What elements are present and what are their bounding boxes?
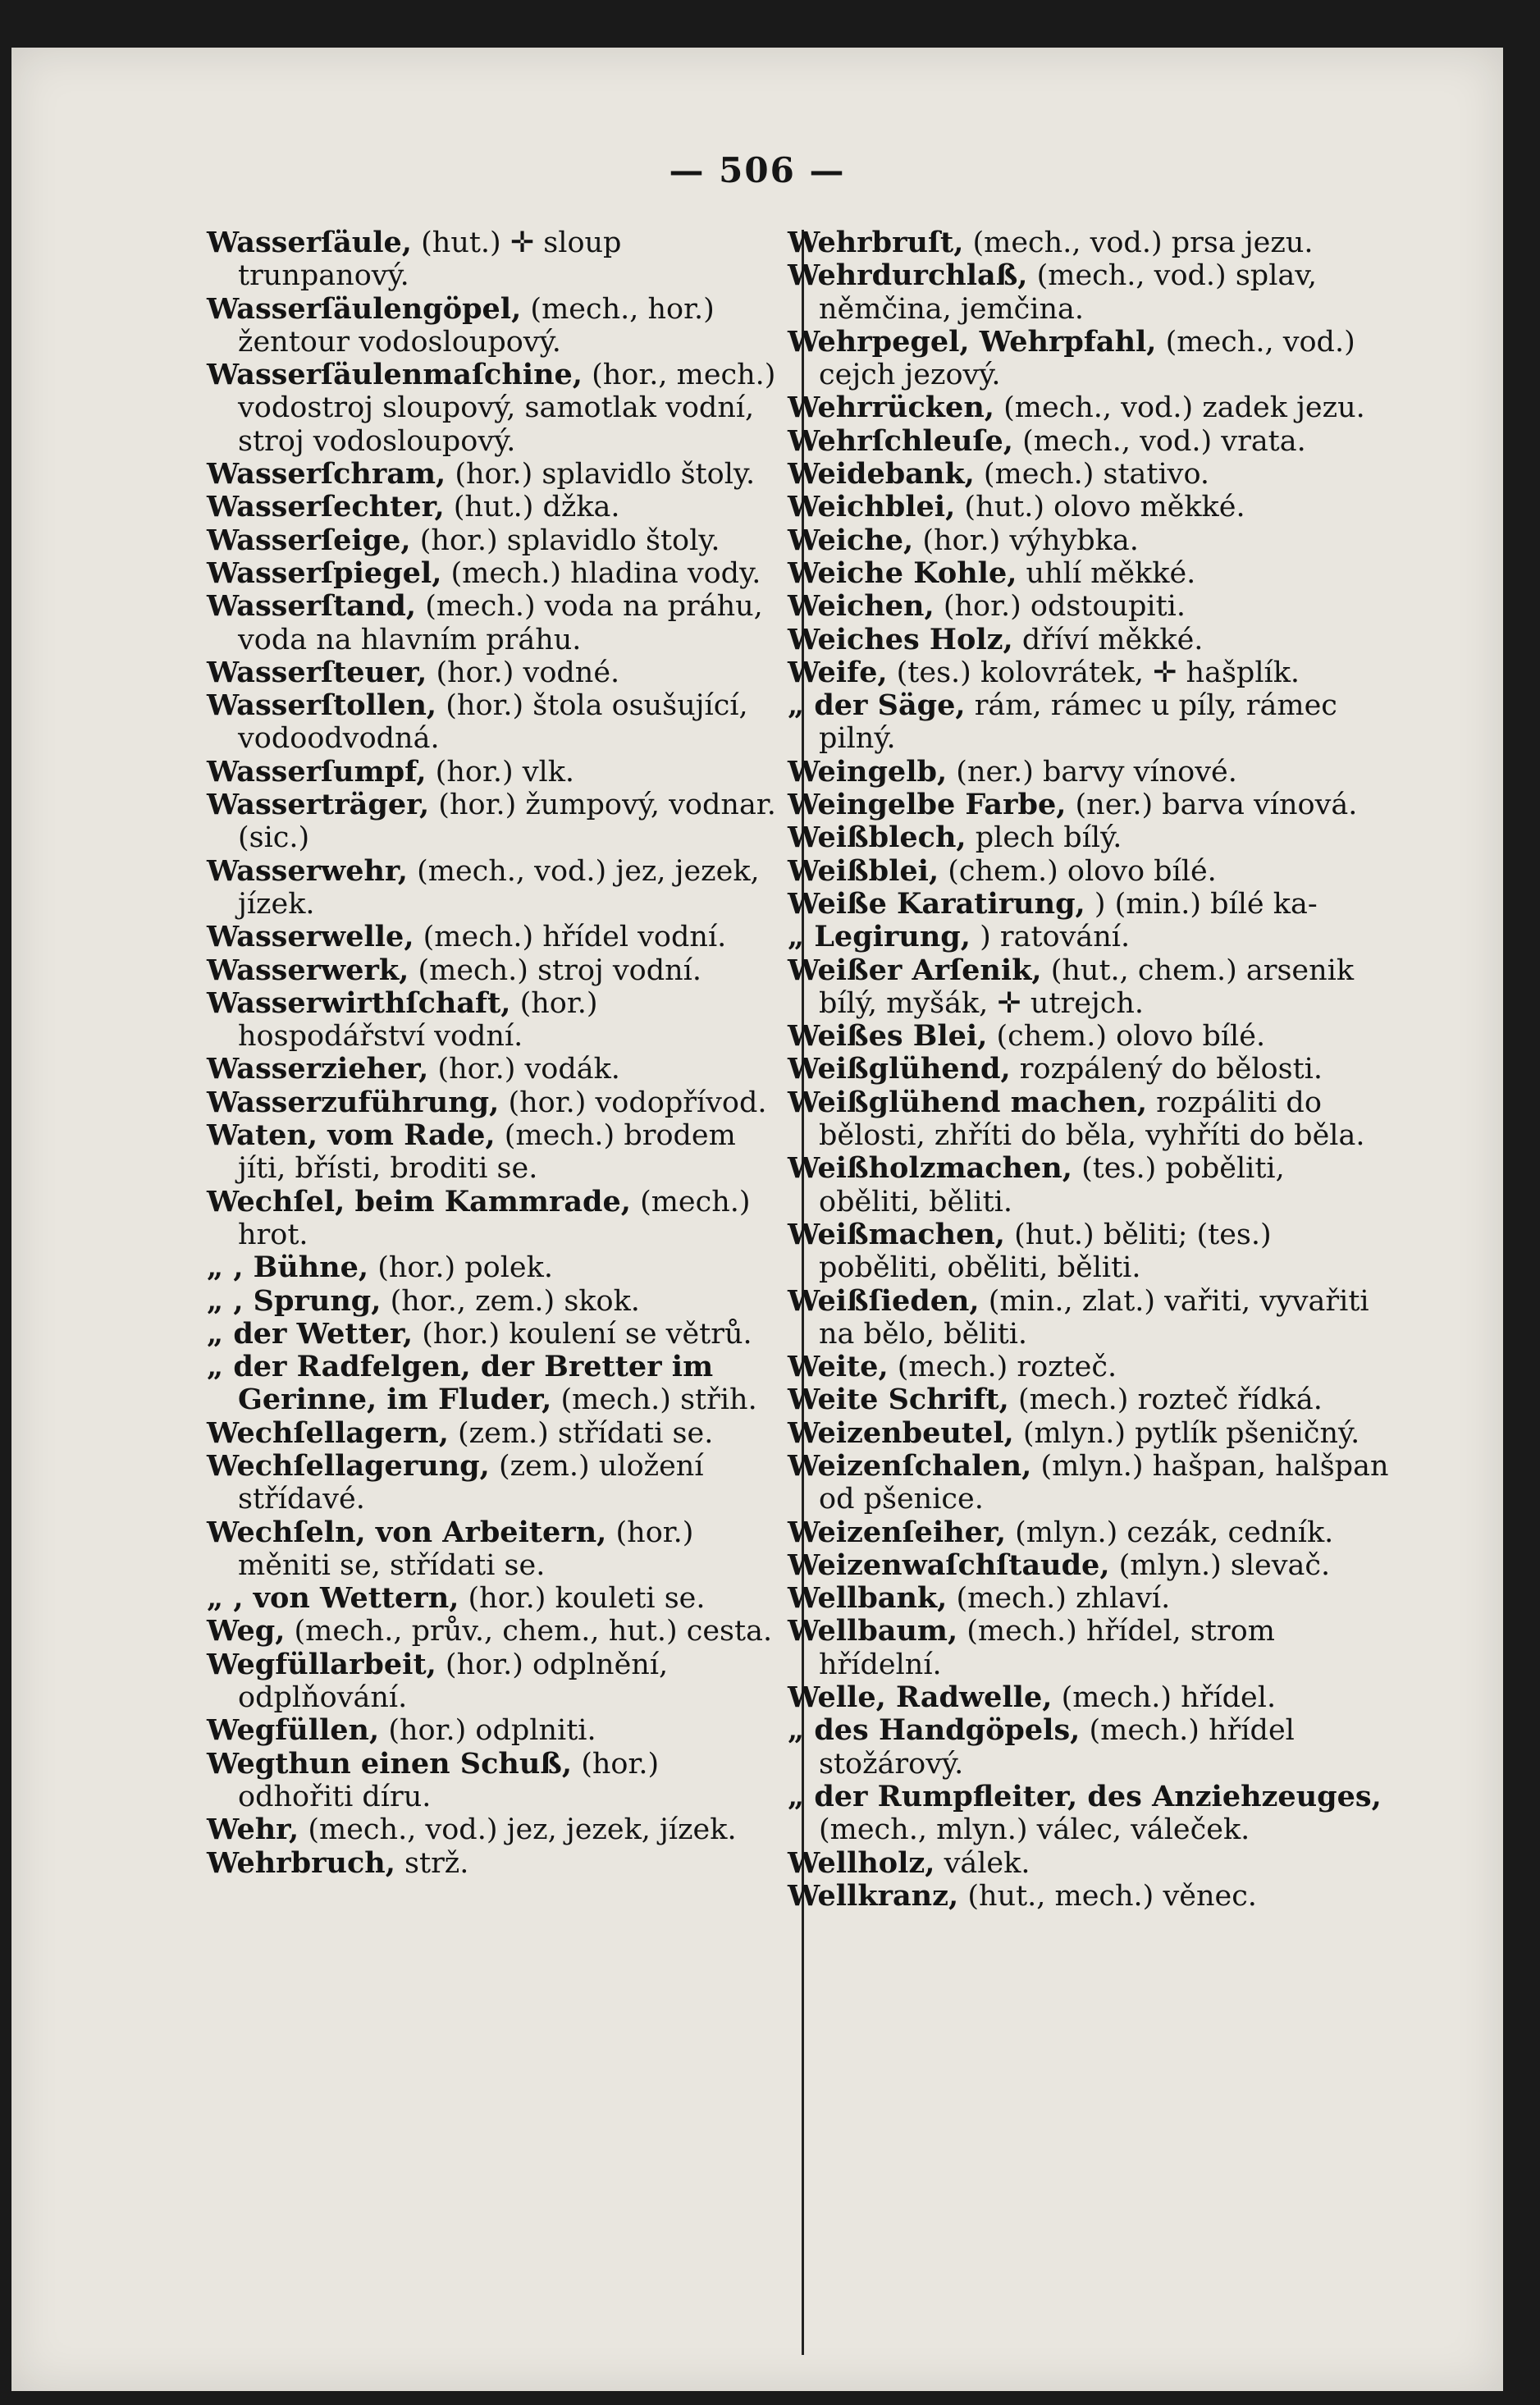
entry-translation: (hor.) vodné. [427,656,620,689]
entry-headword: Weißſieden, [788,1283,980,1318]
entry-translation: (chem.) olovo bílé. [987,1020,1266,1054]
entry-headword: Weißblei, [788,853,939,888]
entry-translation: (hor.) hospodářství vodní. [238,986,598,1054]
dictionary-entry [207,458,781,491]
entry-headword: Weidebank, [788,457,975,492]
entry-translation: rozpálený do bělosti. [1010,1053,1323,1086]
dictionary-entry [207,1450,781,1516]
entry-headword: Wehrdurchlaß, [788,258,1028,293]
entry-translation: (mech., vod.) prsa jezu. [963,226,1314,259]
dictionary-entry [207,1053,781,1086]
dictionary-entry [207,1318,781,1351]
entry-translation: ) (min.) bílé ka- [1085,887,1318,921]
entry-headword: Weißglühend machen, [788,1085,1148,1119]
entry-headword: „ der Wetter, [207,1316,414,1351]
entry-translation: (mech.) zhlaví. [947,1582,1171,1616]
entry-translation: (hor.) odstoupiti. [934,590,1186,624]
dictionary-entry [788,1781,1391,1847]
dictionary-entry [207,491,781,524]
entry-headword: Wegfüllen, [207,1713,380,1748]
entry-headword: Weife, [788,655,888,689]
entry-headword: Wehrſchleuſe, [788,423,1013,458]
entry-headword: Wegthun einen Schuß, [207,1746,573,1781]
dictionary-entry [207,1251,781,1284]
dictionary-entry [207,1714,781,1747]
entry-translation: (mech., vod.) vrata. [1012,424,1306,458]
entry-translation: (hor.) splavidlo štoly. [410,524,720,557]
entry-headword: Wasserſtand, [207,589,417,624]
dictionary-entry [207,1582,781,1615]
entry-headword: Weingelbe Farbe, [788,788,1067,822]
dictionary-entry [788,1516,1391,1549]
dictionary-entry [207,656,781,689]
entry-headword: Wasserſäulengöpel, [207,291,522,326]
entry-headword: Wasserſtollen, [207,688,437,723]
entry-headword: Weißblech, [788,821,966,855]
entry-translation: (mech., vod.) splav, němčina, jemčina. [819,259,1318,326]
entry-translation: (hor.) vodák. [428,1053,620,1086]
entry-headword: Wechſellagerung, [207,1448,490,1483]
entry-translation: (hor., zem.) skok. [381,1284,640,1318]
dictionary-entry [788,391,1391,424]
entry-headword: Weiße Karatirung, [788,886,1085,921]
entry-headword: Wechſeln, von Arbeitern, [207,1515,607,1549]
entry-translation: (min., zlat.) vařiti, vyvařiti na bělo, běliti. [819,1284,1369,1351]
dictionary-entry [207,1417,781,1450]
entry-headword: „ , von Wettern, [207,1581,459,1616]
dictionary-entry [788,1582,1391,1615]
dictionary-entry [788,789,1391,821]
dictionary-entry [788,1549,1391,1582]
dictionary-entry [788,425,1391,458]
entry-headword: Weizenſchalen, [788,1448,1032,1483]
entry-translation: (hor.) výhybka. [913,524,1139,557]
dictionary-entry [788,689,1391,756]
entry-headword: Welle, Radwelle, [788,1680,1053,1715]
entry-translation: (mech.) střih. [551,1383,757,1417]
dictionary-entry [207,524,781,557]
entry-headword: Weite, [788,1350,889,1384]
dictionary-entry [788,756,1391,789]
dictionary-entry [207,855,781,921]
entry-translation: (chem.) olovo bílé. [939,854,1217,888]
entry-headword: Weißglühend, [788,1052,1011,1086]
entry-translation: válek. [935,1846,1030,1880]
entry-headword: Wasserſäulenmaſchine, [207,358,583,392]
entry-headword: Weichblei, [788,490,956,524]
entry-translation: (mech.) brodem jíti, břísti, broditi se. [238,1119,736,1186]
entry-headword: Wehrbruſt, [788,226,964,259]
entry-translation: (mech., vod.) cejch jezový. [819,325,1355,392]
dictionary-entry [788,1086,1391,1153]
entry-headword: Weißer Arſenik, [788,953,1042,987]
entry-headword: „ Legirung, [788,920,971,954]
entry-headword: Weizenbeutel, [788,1415,1014,1450]
entry-headword: Weg, [207,1614,286,1648]
entry-headword: Wechſel, beim Kammrade, [207,1184,631,1219]
dictionary-entry [788,656,1391,689]
entry-headword: „ der Rumpfleiter, des Anziehzeuges, [788,1779,1382,1813]
dictionary-entry [207,293,781,359]
dictionary-entry [788,921,1391,953]
entry-translation: (hor.) koulení se větrů. [413,1317,752,1351]
entry-translation: (mech.) stroj vodní. [409,953,701,987]
dictionary-entry [788,954,1391,1021]
dictionary-entry [207,1847,781,1880]
entry-translation: (hor.) žumpový, vodnar. (sic.) [238,789,776,855]
entry-translation: (mlyn.) pytlík pšeničný. [1013,1416,1360,1450]
entry-translation: (hor.) vlk. [426,755,575,789]
entry-headword: Wasserwelle, [207,920,414,954]
dictionary-entry [788,1615,1391,1681]
dictionary-entry [788,1053,1391,1086]
entry-translation: (mech.) hřídel, strom hřídelní. [819,1615,1275,1681]
entry-headword: Wasserſeige, [207,523,411,557]
entry-headword: Weiche Kohle, [788,556,1017,590]
entry-translation: (mlyn.) slevač. [1109,1548,1331,1582]
dictionary-entry [207,1516,781,1583]
entry-headword: „ , Bühne, [207,1251,369,1285]
entry-translation: (mech.) rozteč. [888,1351,1117,1384]
entry-translation: (mech., vod.) jez, jezek, jízek. [238,854,760,921]
dictionary-entry [207,1748,781,1814]
entry-headword: Wellbank, [788,1581,948,1616]
dictionary-entry [207,359,781,458]
dictionary-entry [788,1880,1391,1913]
entry-headword: Wasserſäule, [207,226,412,259]
entry-headword: Wasserträger, [207,788,430,822]
dictionary-entry [788,624,1391,656]
entry-headword: Wellbaum, [788,1614,958,1648]
entry-headword: Weißholzmachen, [788,1151,1072,1186]
dictionary-entry [207,954,781,987]
dictionary-entry [788,1020,1391,1053]
entry-translation: (tes.) poběliti, oběliti, běliti. [819,1152,1285,1219]
entry-headword: „ der Säge, [788,688,966,723]
dictionary-entry [207,789,781,855]
dictionary-entry [788,226,1391,259]
dictionary-entry [788,491,1391,524]
entry-translation: (mech.) voda na práhu, voda na hlavním práhu. [238,590,763,656]
entry-translation: (hor.) polek. [368,1251,553,1285]
dictionary-entry [788,1152,1391,1219]
entry-headword: Wehrbruch, [207,1845,395,1880]
entry-headword: Weiches Holz, [788,622,1013,656]
dictionary-entry [788,259,1391,326]
entry-translation: (zem.) uložení střídavé. [238,1449,704,1516]
dictionary-entry [788,590,1391,623]
entry-translation: (mlyn.) hašpan, halšpan od pšenice. [819,1449,1389,1516]
entry-translation: (zem.) střídati se. [448,1416,714,1450]
entry-headword: Weizenwaſchſtaude, [788,1548,1110,1582]
entry-translation: (hor.) odplnění, odplňování. [238,1648,669,1715]
entry-translation: (hor.) kouleti se. [459,1582,706,1616]
dictionary-entry [788,1383,1391,1416]
dictionary-entry [788,821,1391,854]
dictionary-entry [207,226,781,293]
dictionary-entry [207,1119,781,1186]
entry-translation: (hor.) vodopřívod. [499,1086,767,1119]
entry-headword: „ des Handgöpels, [788,1713,1081,1748]
entry-headword: Wasserſumpf, [207,754,427,789]
entry-translation: plech bílý. [966,821,1122,855]
entry-translation: (hor.) štola osušující, vodoodvodná. [238,689,748,756]
dictionary-entry [207,987,781,1054]
entry-translation: (mech.) hřídel. [1052,1681,1277,1715]
entry-translation: (hor.) odhořiti díru. [238,1747,660,1813]
entry-translation: (mech., mlyn.) válec, váleček. [819,1813,1250,1847]
entry-translation: ) ratování. [970,921,1131,954]
dictionary-entry [788,1351,1391,1383]
entry-translation: (mech.) hřídel vodní. [414,921,727,954]
entry-translation: (mech.) hřídel stožárový. [819,1714,1295,1781]
entry-headword: Wasserwerk, [207,953,409,987]
entry-translation: (mech., hor.) žentour vodosloupový. [238,292,715,359]
entry-headword: Wellkranz, [788,1878,959,1913]
entry-translation: rám, rámec u píly, rámec pilný. [819,689,1337,756]
dictionary-entry [788,326,1391,392]
dictionary-entry [207,557,781,590]
dictionary-entry [788,1714,1391,1781]
entry-headword: Wasserzuführung, [207,1085,500,1119]
entry-headword: Waten, vom Rade, [207,1118,496,1153]
entry-headword: Weichen, [788,589,935,624]
entry-translation: (hor., mech.) vodostroj sloupový, samotlak vodní, stroj vodosloupový. [238,359,776,458]
entry-translation: (hut., mech.) věnec. [958,1879,1257,1913]
dictionary-entry [788,1681,1391,1714]
entry-translation: (mech., prův., chem., hut.) cesta. [285,1615,773,1648]
entry-translation: (mech.) hladina vody. [441,556,761,590]
entry-headword: Wasserwirthſchaft, [207,985,511,1020]
entry-headword: Weißes Blei, [788,1019,988,1054]
entry-headword: Weiche, [788,523,914,557]
entry-translation: (mech.) hrot. [238,1185,751,1251]
entry-headword: Wechſellagern, [207,1415,449,1450]
entry-headword: Wasserzieher, [207,1052,429,1086]
entry-headword: Wasserſechter, [207,490,445,524]
entry-headword: Wasserſchram, [207,457,446,492]
dictionary-entry [207,689,781,756]
entry-headword: Wegfüllarbeit, [207,1647,436,1681]
dictionary-entry [207,1615,781,1648]
entry-headword: Wellholz, [788,1845,935,1880]
dictionary-entry [788,458,1391,491]
entry-translation: (mech., vod.) zadek jezu. [994,391,1365,425]
entry-translation: (hor.) měniti se, střídati se. [238,1516,694,1582]
dictionary-entry [207,1813,781,1846]
right-column [788,226,1391,1913]
dictionary-entry [207,756,781,789]
dictionary-page [11,48,1503,2391]
entry-headword: „ der Radfelgen, der Bretter im Gerinne, im Fluder, [207,1350,714,1417]
entry-translation: (hut.) ✛ sloup trunpanový. [238,226,622,293]
dictionary-entry [788,1450,1391,1516]
dictionary-entry [788,855,1391,888]
dictionary-entry [788,1219,1391,1285]
entry-headword: Weingelb, [788,754,948,789]
entry-headword: Wasserſpiegel, [207,556,442,590]
entry-translation: (mech., vod.) jez, jezek, jízek. [299,1813,737,1847]
entry-translation: (hut.) běliti; (tes.) poběliti, oběliti, běliti. [819,1218,1272,1285]
dictionary-entry [207,1285,781,1318]
entry-translation: (mech.) stativo. [974,458,1210,492]
dictionary-entry [207,590,781,656]
entry-translation: uhlí měkké. [1017,556,1196,590]
entry-translation: dříví měkké. [1012,623,1204,656]
entry-translation: (hor.) splavidlo štoly. [446,458,756,492]
entry-translation: (hut.) džka. [444,491,620,524]
entry-headword: „ , Sprung, [207,1283,382,1318]
dictionary-entry [788,1847,1391,1880]
dictionary-entry [788,557,1391,590]
entry-headword: Weite Schrift, [788,1383,1009,1417]
dictionary-entry [207,1186,781,1252]
entry-translation: (hut.) olovo měkké. [955,491,1245,524]
dictionary-entry [788,524,1391,557]
entry-translation: strž. [395,1846,469,1880]
dictionary-entry [207,921,781,953]
entry-headword: Weizenſeiher, [788,1515,1007,1549]
entry-headword: Wasserſteuer, [207,655,427,689]
entry-translation: (tes.) kolovrátek, ✛ hašplík. [887,656,1300,689]
entry-translation: (ner.) barvy vínové. [947,755,1237,789]
entry-translation: (mlyn.) cezák, cedník. [1006,1516,1334,1549]
dictionary-entry [207,1648,781,1715]
entry-translation: (ner.) barva vínová. [1066,789,1358,822]
dictionary-entry [788,888,1391,921]
dictionary-entry [207,1086,781,1119]
entry-headword: Wehrpegel, Wehrpfahl, [788,324,1157,359]
dictionary-entry [207,1351,781,1417]
entry-headword: Weißmachen, [788,1217,1005,1251]
entry-headword: Wasserwehr, [207,853,408,888]
entry-headword: Wehr, [207,1813,299,1847]
entry-translation: rozpáliti do bělosti, zhříti do běla, vyhříti do běla. [819,1086,1365,1153]
dictionary-entry [788,1417,1391,1450]
left-column [207,226,781,1880]
entry-translation: (mech.) rozteč řídká. [1008,1383,1323,1417]
entry-translation: (hut., chem.) arsenik bílý, myšák, ✛ utrejch. [819,953,1355,1020]
entry-translation: (hor.) odplniti. [379,1714,596,1748]
dictionary-entry [788,1285,1391,1351]
page-number: — 506 — [669,150,846,190]
entry-headword: Wehrrücken, [788,391,994,425]
